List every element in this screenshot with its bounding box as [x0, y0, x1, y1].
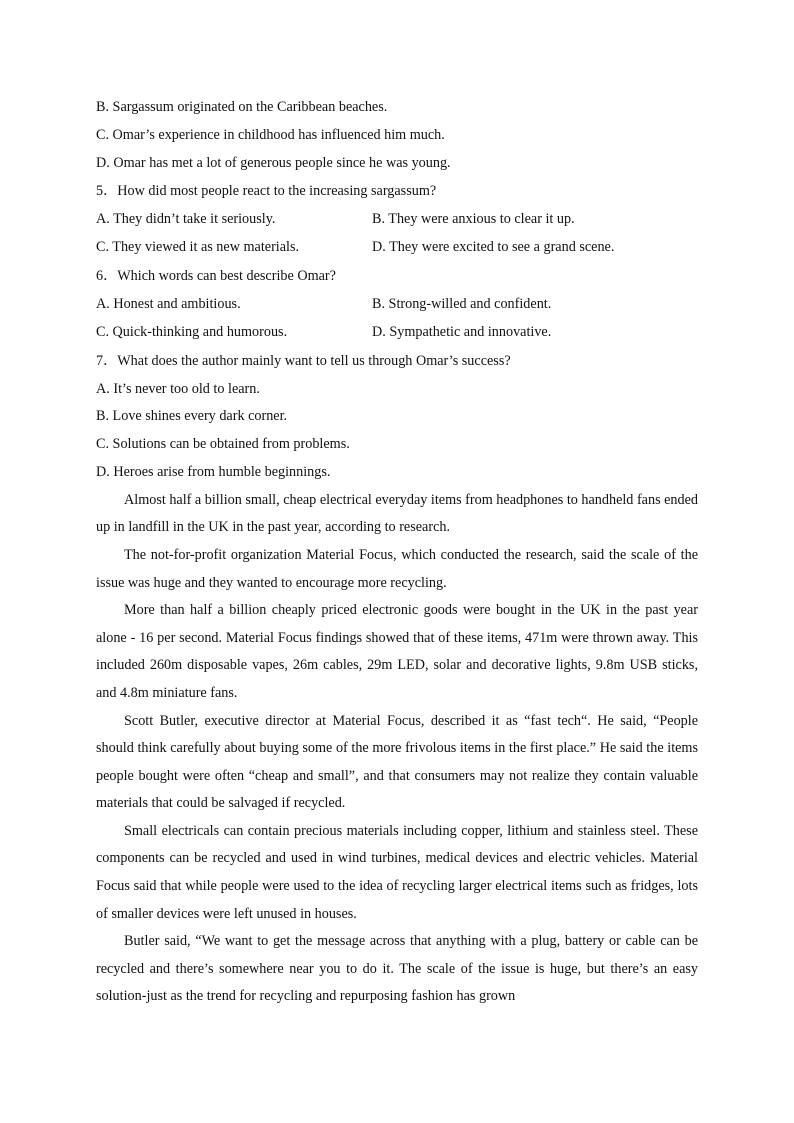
q5-option-a: A. They didn’t take it seriously.	[96, 211, 276, 228]
passage-paragraph-3: More than half a billion cheaply priced electronic goods were bought in the UK in the past year alone - 16 per second. Material Focus findings showed that of these items, 471m were thrown away. This included 260m disposable vapes, 26m cables, 29m LED, solar and decorative lights, 9.8m USB sticks, and 4.8m miniature fans.	[96, 602, 698, 701]
q7-option-d: D. Heroes arise from humble beginnings.	[96, 463, 331, 480]
q4-option-d: D. Omar has met a lot of generous people since he was young.	[96, 154, 451, 171]
q6-option-c: C. Quick-thinking and humorous.	[96, 323, 288, 340]
passage-paragraph-2: The not-for-profit organization Material Focus, which conducted the research, said the scale of the issue was huge and they wanted to encourage more recycling.	[96, 546, 698, 591]
document-page	[96, 94, 698, 1011]
q5-stem: 5．How did most people react to the increasing sargassum?	[96, 183, 437, 200]
q4-option-c: C. Omar’s experience in childhood has influenced him much.	[96, 126, 445, 143]
q7-option-c: C. Solutions can be obtained from problems.	[96, 436, 350, 453]
q5-options-row-1	[96, 206, 698, 234]
q5-option-d: D. They were excited to see a grand scene.	[372, 239, 615, 256]
q5-option-c: C. They viewed it as new materials.	[96, 239, 300, 256]
q6-option-d: D. Sympathetic and innovative.	[372, 323, 552, 340]
passage-paragraph-5: Small electricals can contain precious materials including copper, lithium and stainless steel. These components can be recycled and used in wind turbines, medical devices and electric vehicles. Material Focus said that while people were used to the idea of recycling larger electrical items such as fridges, lots of smaller devices were left unused in houses.	[96, 822, 698, 922]
q7-option-a: A. It’s never too old to learn.	[96, 380, 260, 397]
q5-option-b: B. They were anxious to clear it up.	[372, 211, 575, 228]
q6-option-b: B. Strong-willed and confident.	[372, 295, 552, 312]
q7-option-b: B. Love shines every dark corner.	[96, 408, 288, 425]
q5-options-row-2	[96, 234, 698, 262]
passage-paragraph-4: Scott Butler, executive director at Material Focus, described it as “fast tech“. He said, “People should think carefully about buying some of the more frivolous items in the first place.” He said the items people bought were often “cheap and small”, and that consumers may not realize they contain valuable materials that could be salvaged if recycled.	[96, 712, 698, 812]
q6-option-a: A. Honest and ambitious.	[96, 295, 241, 312]
q7-stem: 7．What does the author mainly want to tell us through Omar’s success?	[96, 352, 511, 369]
q6-stem: 6．Which words can best describe Omar?	[96, 267, 336, 284]
q4-option-b: B. Sargassum originated on the Caribbean beaches.	[96, 99, 388, 115]
q6-options-row-2	[96, 319, 698, 347]
passage-paragraph-6: Butler said, “We want to get the message across that anything with a plug, battery or cable can be recycled and there’s somewhere near you to do it. The scale of the issue is huge, but there’s an easy solution-just as the trend for recycling and repurposing fashion has grown	[96, 933, 698, 1005]
passage-paragraph-1: Almost half a billion small, cheap electrical everyday items from headphones to handheld fans ended up in landfill in the UK in the past year, according to research.	[96, 491, 699, 536]
q6-options-row-1	[96, 291, 698, 319]
